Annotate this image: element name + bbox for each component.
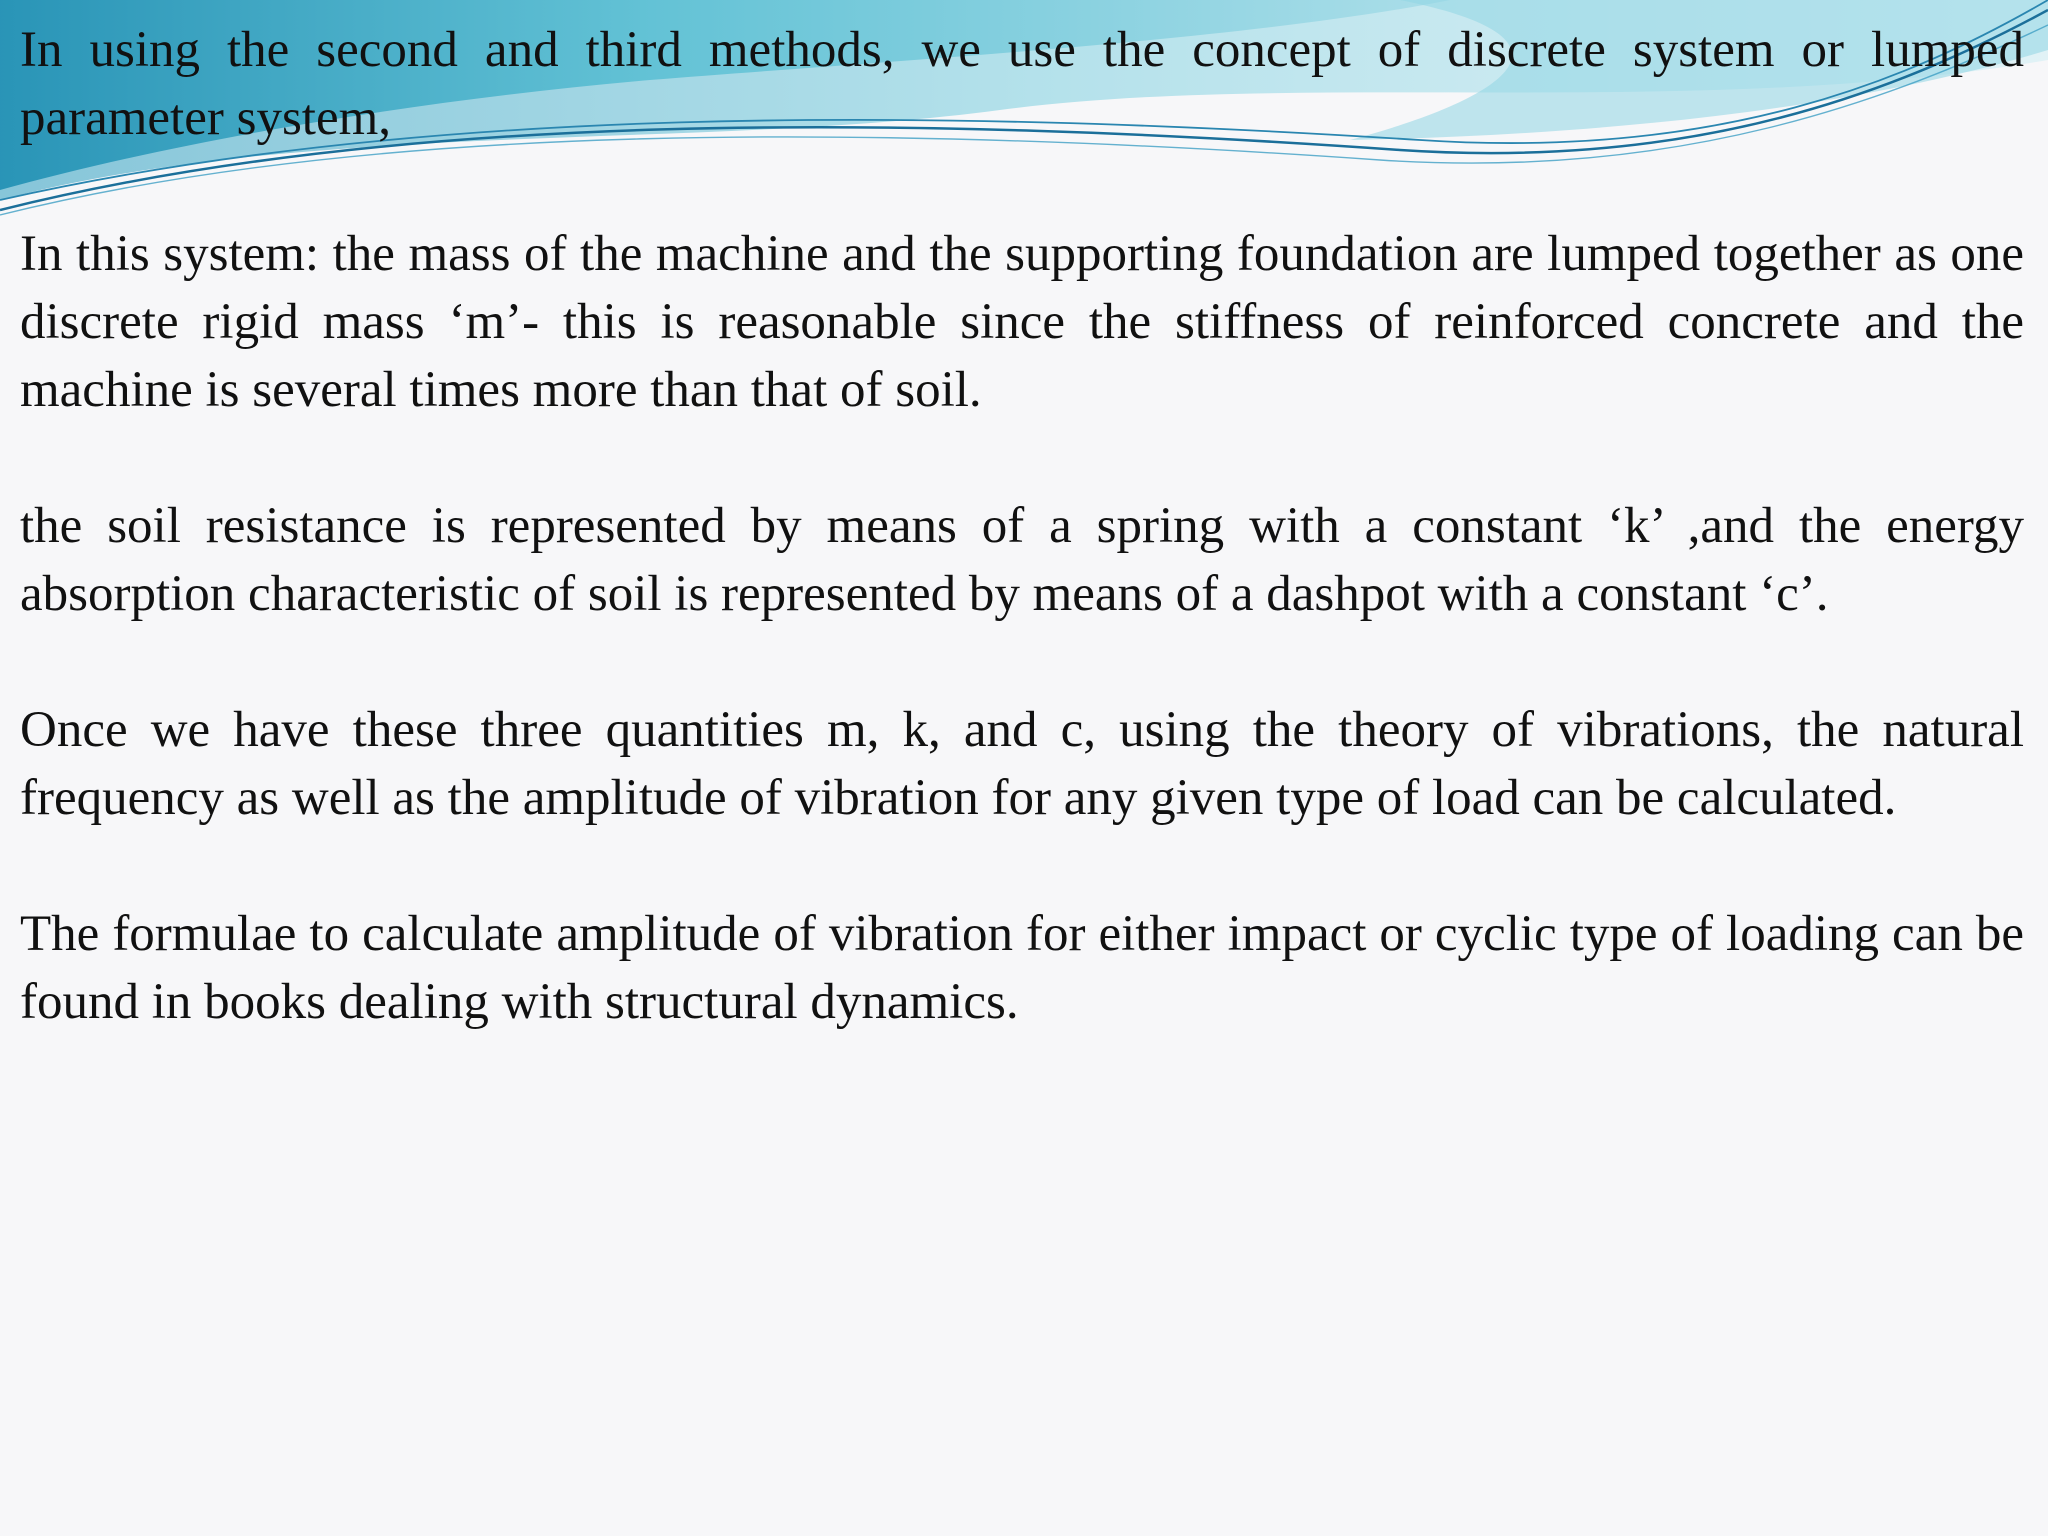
- paragraph-lumped-mass: In this system: the mass of the machine and the supporting foundation are lumped together as one discrete rigid mass ‘m’- this is reasonable since the stiffness of reinforced concrete and the machine is several times more than that of soil.: [20, 226, 2024, 418]
- paragraph-formulae: The formulae to calculate amplitude of vibration for either impact or cyclic type of loading can be found in books dealing with structural dynamics.: [20, 906, 2024, 1030]
- slide-body: [20, 16, 2024, 1104]
- paragraph-spring-dashpot: the soil resistance is represented by means of a spring with a constant ‘k’ ,and the energy absorption characteristic of soil is represented by means of a dashpot with a constant ‘c’.: [20, 498, 2024, 622]
- paragraph-intro: In using the second and third methods, we use the concept of discrete system or lumped parameter system,: [20, 22, 2024, 146]
- paragraph-vibration-theory: Once we have these three quantities m, k, and c, using the theory of vibrations, the natural frequency as well as the amplitude of vibration for any given type of load can be calculated.: [20, 702, 2024, 826]
